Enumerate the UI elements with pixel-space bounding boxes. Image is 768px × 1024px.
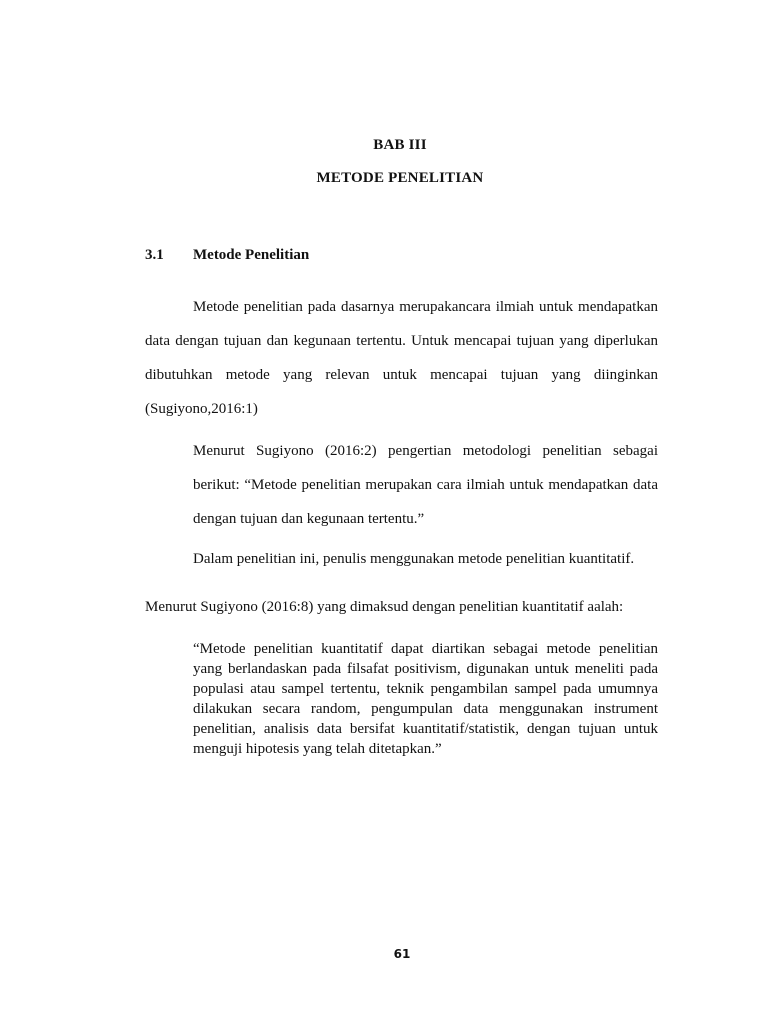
paragraph-metode-definition: Metode penelitian pada dasarnya merupakancara ilmiah untuk mendapatkan data dengan tujuan dan kegunaan tertentu. Untuk mencapai tujuan yang diperlukan dibutuhkan metode yang relevan untuk mencapai tujuan yang diinginkan (Sugiyono,2016:1) bbox=[145, 299, 658, 417]
page-number: 61 bbox=[393, 947, 411, 961]
paragraph-research-method: Dalam penelitian ini, penulis menggunakan metode penelitian kuantitatif. bbox=[193, 551, 635, 567]
block-quote-quantitative: “Metode penelitian kuantitatif dapat diartikan sebagai metode penelitian yang berlandaskan pada filsafat positivism, digunakan untuk meneliti pada populasi atau sampel tertentu, teknik pengambilan sampel pada umumnya dilakukan secara random, pengumpulan data menggunakan instrument penelitian, analisis data bersifat kuantitatif/statistik, dengan tujuan untuk menguji hipotesis yang telah ditetapkan.” bbox=[193, 641, 658, 757]
section-title: Metode Penelitian bbox=[193, 247, 310, 263]
paragraph-quantitative-intro: Menurut Sugiyono (2016:8) yang dimaksud dengan penelitian kuantitatif aalah: bbox=[145, 599, 624, 615]
chapter-label: BAB III bbox=[373, 137, 427, 153]
paragraph-sugiyono-quote-1: Menurut Sugiyono (2016:2) pengertian metodologi penelitian sebagai berikut: “Metode penelitian merupakan cara ilmiah untuk mendapatkan data dengan tujuan dan kegunaan tertentu.” bbox=[193, 443, 658, 527]
section-number: 3.1 bbox=[145, 247, 164, 263]
chapter-title: METODE PENELITIAN bbox=[316, 170, 484, 186]
